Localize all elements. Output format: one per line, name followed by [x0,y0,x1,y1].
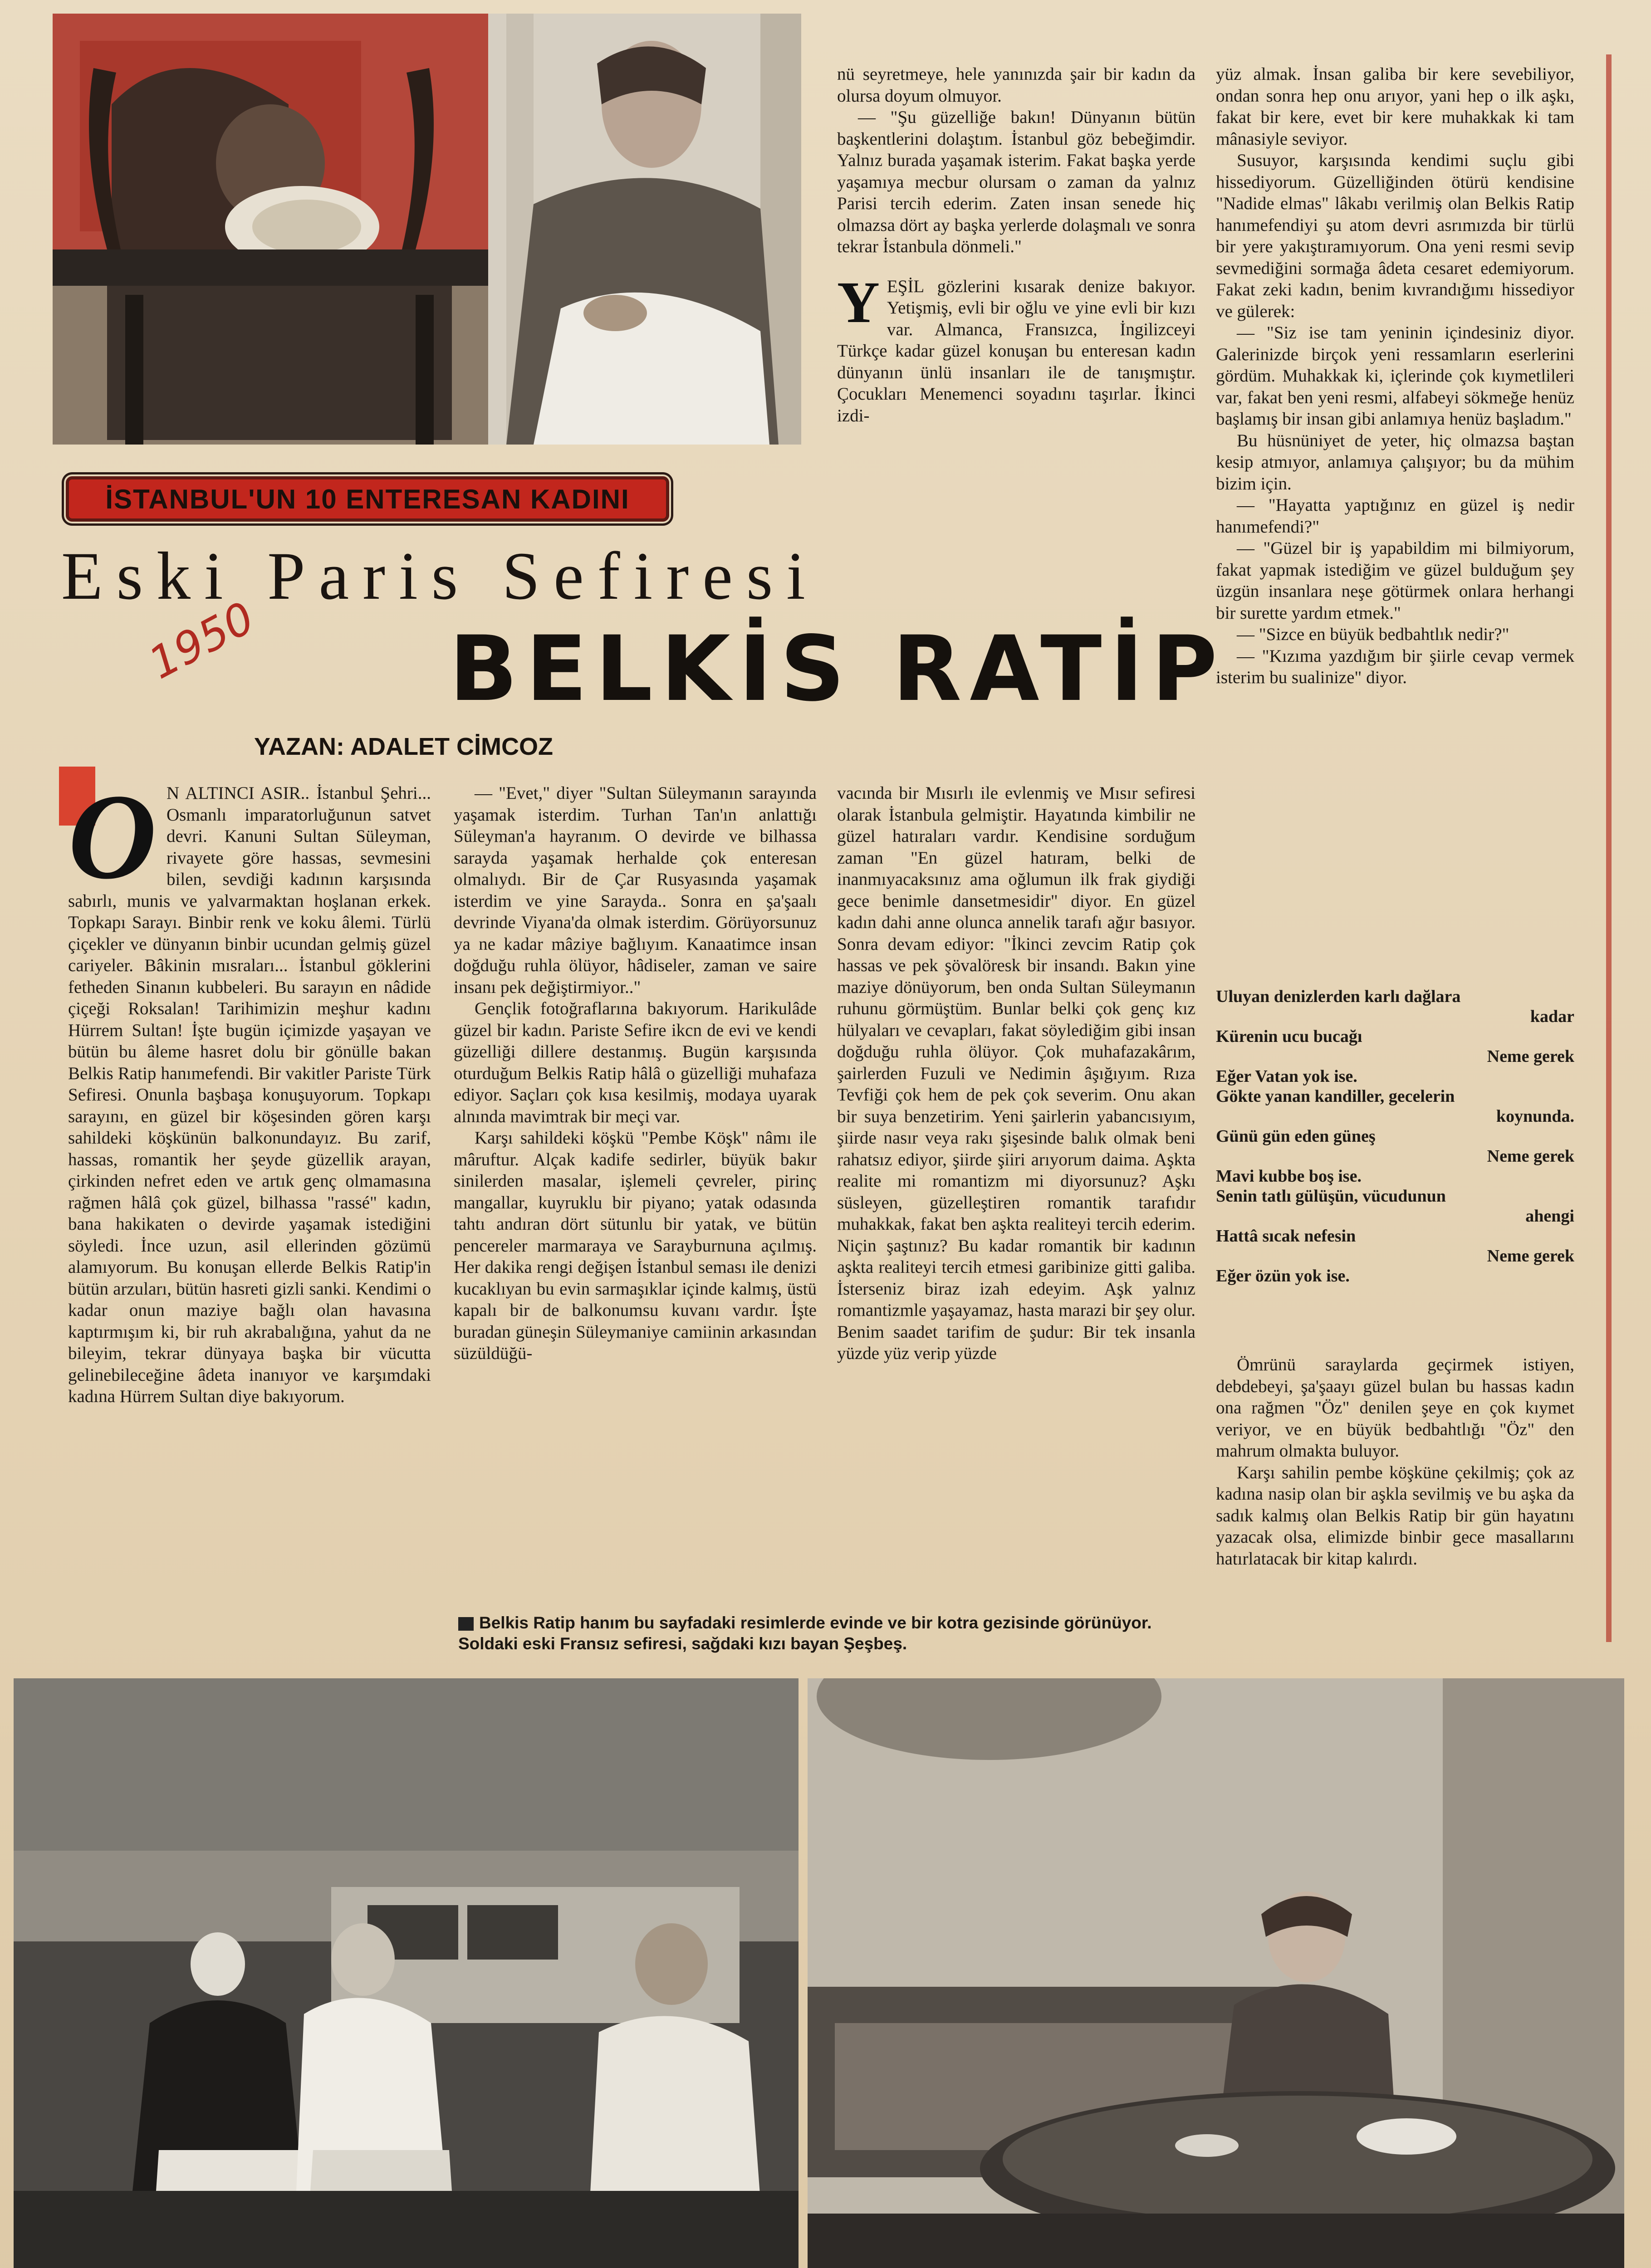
poem-line: Günü gün eden güneş [1216,1127,1376,1146]
paragraph: Ömrünü saraylarda geçirmek istiyen, debdebeyi, şa'şaayı güzel bulan bu hassas kadın ona rağmen "Öz" denilen şeye en çok kıymet veriyor, ve en büyük bedbahtlığı "Öz" den mahrum olmakta buluyor. [1216,1355,1574,1461]
series-header-label: İSTANBUL'UN 10 ENTERESAN KADINI [105,484,630,514]
column-2 [454,782,817,1364]
column-right-end [1216,1354,1574,1569]
paragraph: Bu hüsnüniyet de yeter, hiç olmazsa baştan kesip atmıyor, anlamıya çalışıyor; bu da mühim bizim için. [1216,430,1574,494]
article-subtitle: Eski Paris Sefiresi [61,538,819,614]
poem-line: Kürenin ucu bucağı [1216,1027,1362,1046]
photo-caption [458,1613,1193,1654]
paragraph: nü seyretmeye, hele yanınızda şair bir kadın da olursa doyum olmuyor. [837,64,1195,106]
paragraph: vacında bir Mısırlı ile evlenmiş ve Mısır sefiresi olarak İstanbula gelmiştir. Hayatında kimbilir ne güzel hatıraları vardır. Kendisine sorduğum zaman "En güzel hatıram, belki de inanmıyacaksınız ama oğlumun ilk frak giydiği gece benimle dansetmesidir" diyor. En güzel kadın dahi anne olunca annelik tarafı ağır basıyor. Sonra devam ediyor: "İkinci zevcim Ratip çok hassas ve pek şövalöresk bir insandı. Bakın yine maziye dönüyorum, ben onda Sultan Süleymanın ruhunu görmüştüm. Bunlar belki çok genç kız hülyaları ve cevapları, fakat söylediğim gibi insan doğduğu ruhla ölüyor. Çok muhafazakârım, şairlerden Fuzuli ve Nedimin âşığıyım. Rıza Tevfiği çok hem de pek çok severim. Onu akan bir suya benzetirim. Yeni şairlerin yabancısıyım, şiirde nasır veya rakı şişesinde balık olmak beni rahatsız ediyor, şiirde şiiri arıyorum daima. Aşkta realite mi romantizm mi diyorsunuz? Aşkı süsleyen, güzelleştiren romantik tarafıdır muhakkak, fakat ben aşkta realiteyi tercih ederim. Niçin şaştınız? Bu kadar romantik bir kadının aşkta realiteyi tercih etmesi garibinize gitti galiba. İsterseniz biraz izah edeyim. Aşk yalnız romantizmle yaşayamaz, hasta marazi bir şey olur. Benim saadet tarifim de şudur: Bir tek insanla yüzde yüz verip yüzde [837,783,1195,1363]
paragraph: Karşı sahildeki köşkü "Pembe Köşk" nâmı ile mâruftur. Alçak kadife sedirler, büyük bakır sinilerden masalar, işlemeli çevreler, pirinç mangallar, kuyruklu bir piyano; yatak odasında tahtı andıran dört sütunlu bir yatak, ve bütün pencereler marmaraya ve Sarayburnuna açılmış. Her dakika rengi değişen İstanbul seması ile denizi kucaklıyan bu evin sarmaşıklar içinde kalmış, üstü kapalı bir de balkonumsu kuvanı vardır. İşte buradan güneşin Süleymaniye camiinin arkasından süzüldüğü- [454,1128,817,1363]
paragraph: Karşı sahilin pembe köşküne çekilmiş; çok az kadına nasip olan bir aşkla sevilmiş ve bu aşka da sadık kalmış olan Belkis Ratip bir gün hayatını yazacak olsa, elimizde binbir gece masallarını hatırlatacak bir kitap kalırdı. [1216,1462,1574,1569]
poem-line: Mavi kubbe boş ise. [1216,1167,1362,1186]
caption-marker-icon [458,1617,474,1631]
caption-text: Belkis Ratip hanım bu sayfadaki resimlerde evinde ve bir kotra gezisinde görünüyor. Soldaki eski Fransız sefiresi, sağdaki kızı bayan Şeşbeş. [458,1613,1152,1653]
poem-line: Eğer özün yok ise. [1216,1266,1350,1286]
paragraph: — "Evet," diyer "Sultan Süleymanın sarayında yaşamak isterdim. Turhan Tan'ın anlattığı Süleyman'a hayranım. O devirde ve bilhassa sarayda yaşamak herhalde çok enteresan olmalıydı. Bir de Çar Rusyasında yaşamak isterdim ve yine Sarayda.. Sonra en şa'şaalı devrinde Viyana'da olmak isterdim. Görüyorsunuz ya ne kadar mâziye bağlıyım. Kanaatimce insan doğduğu ruhla ölüyor, hâdiseler, zaman ve saire insanı pek değiştirmiyor.." [454,783,817,997]
column-right [1216,64,1574,689]
photo-top-portrait [53,14,801,445]
series-header-box [66,476,669,522]
poem-line: koynunda. [1496,1107,1574,1126]
poem-line: Senin tatlı gülüşün, vücudunun [1216,1187,1446,1206]
poem-line: Gökte yanan kandiller, gecelerin [1216,1087,1455,1106]
poem-line: kadar [1530,1007,1574,1026]
paragraph: Susuyor, karşısında kendimi suçlu gibi hissediyorum. Güzelliğinden ötürü kendisine "Nadide elmas" lâkabı verilmiş olan Belkis Ratip hanımefendiyi şu atom devri asrımızda bir türlü bir yere yakıştıramıyorum. Ona yeni resmi sevip sevmediğini sormağa âdeta cesaret edemiyorum. Fakat zeki kadın, benim kıvrandığımı hissediyor ve gülerek: [1216,151,1574,321]
poem-line: Eğer Vatan yok ise. [1216,1067,1357,1086]
paragraph: Gençlik fotoğraflarına bakıyorum. Harikulâde güzel bir kadın. Pariste Sefire ikcn de evi ve kendi güzelliği dillere destanmış. Bugün karşısında oturduğum Belkis Ratip hâlâ o güzelliği muhafaza ediyor. Saçları çok kısa kesilmiş, modaya uyarak alnında mavimtrak bir meçi var. [454,999,817,1126]
poem-line: Hattâ sıcak nefesin [1216,1227,1356,1246]
paragraph: N ALTINCI ASIR.. İstanbul Şehri... Osmanlı imparatorluğunun satvet devri. Kanuni Sultan Süleyman, rivayete göre hassas, sevmesini bilen, sevdiği kadının karşısında sabırlı, munis ve yalvarmaktan hoşlanan erkek. Topkapı Sarayı. Binbir renk ve koku âlemi. Türlü çiçekler ve dünyanın binbir ucundan gelmiş güzel cariyeler. Bâkinin mısraları... İstanbul göklerini fetheden Sinanın kubbeleri. Bu sarayın en nâdide çiçeği Roksalan! Tarihimizin meşhur kadını Hürrem Sultan! İşte bugün içimizde yaşayan ve bütün bu âleme hasret dolu bir gönülle bakan Belkis Ratip hanımefendi. Bir vakitler Pariste Türk Sefiresi. Onunla başbaşa konuşuyorum. Topkapı sarayını, en güzel bir köşesinden gören karşı sahildeki köşkünün balkonundayız. Bu zarif, hassas, romantik her şeyde güzellik arayan, çirkinden nefret eden ve artık genç olmamasına rağmen hâlâ çok güzel, bilhassa "rassé" kadın, bana hakikaten o devirde yaşamak istediğini söyledi. İnce uzun, asil ellerinden gözümü alamıyorum. Bu konuşan ellerde Belkis Ratip'in bütün arzuları, bütün hasreti gizli sanki. Kendimi o kadar onun maziye bağlı olan havasına kaptırmışım ki, bir ruh akrabalığına, yahut da ne bileyim, tekrar dünyaya başka bir vücutta gelinebileceğine âdeta inanıyor ve karşımdaki kadına Hürrem Sultan diye bakıyorum. [68,783,431,1406]
column-1 [68,769,431,1408]
paragraph: EŞİL gözlerini kısarak denize bakıyor. Yetişmiş, evli bir oğlu ve yine evli bir kızı var. Almanca, Fransızca, İngilizceyi Türkçe kadar güzel konuşan bu enteresan kadın dünyanın ünlü insanları ile de tanışmıştır. Çocukları Menemenci soyadını taşırlar. İkinci izdi- [837,276,1195,425]
paragraph: — "Şu güzelliğe bakın! Dünyanın bütün başkentlerini dolaştım. İstanbul göz bebeğimdir. Yalnız burada yaşamak isterim. Fakat başka yerde yaşamıya mecbur olursam o zaman da yalnız Parisi tercih ederim. Zaten insan senede hiç olmazsa dört ay başka yerlerde dolaşmalı ve sonra tekrar İstanbula dönmeli." [837,108,1195,256]
paragraph: yüz almak. İnsan galiba bir kere sevebiliyor, ondan sonra hep onu arıyor, yani hep o ilk aşkı, fakat bir kere, evet bir kere muhakkak ki tam mânasiyle seviyor. [1216,64,1574,149]
paragraph: — "Hayatta yaptığınız en güzel iş nedir hanımefendi?" [1216,495,1574,537]
paragraph: — "Güzel bir iş yapabildim mi bilmiyorum, fakat yapmak istediğim ve güzel bulduğum şey üzgün insanlara neşe götürmek onlara herhangi bir surette yardım etmek." [1216,538,1574,623]
byline: YAZAN: ADALET CİMCOZ [254,733,553,760]
paragraph: — "Kızıma yazdığım bir şiirle cevap vermek isterim bu sualinize" diyor. [1216,646,1574,687]
poem-line: Uluyan denizlerden karlı dağlara [1216,987,1461,1006]
paragraph: — "Sizce en büyük bedbahtlık nedir?" [1237,625,1509,644]
dropcap-o: O [68,769,157,904]
handwritten-note: 1950 [141,592,263,689]
dropcap-y: Y [837,269,880,335]
photo-bottom-right-dining [808,1678,1624,2268]
poem-line: Neme gerek [1487,1147,1574,1166]
paragraph: — "Siz ise tam yeninin içindesiniz diyor. Galerinizde birçok yeni ressamların eserlerini gördüm. Muhakkak ki, içlerinde çok kıymetlileri var, fakat ben yeni resmi, alfabeyi sökmeğe henüz başlamış bir insan gibi anlamıya henüz başladım." [1216,323,1574,429]
poem-line: Neme gerek [1487,1047,1574,1066]
poem [1216,987,1574,1286]
photo-bottom-left-boat [14,1678,799,2268]
red-border-line [1606,54,1612,1642]
column-top-middle [837,64,1195,426]
poem-line: ahengi [1525,1207,1574,1226]
column-3 [837,782,1195,1364]
poem-line: Neme gerek [1487,1246,1574,1266]
article-title: BELKİS RATİP [449,616,1226,721]
